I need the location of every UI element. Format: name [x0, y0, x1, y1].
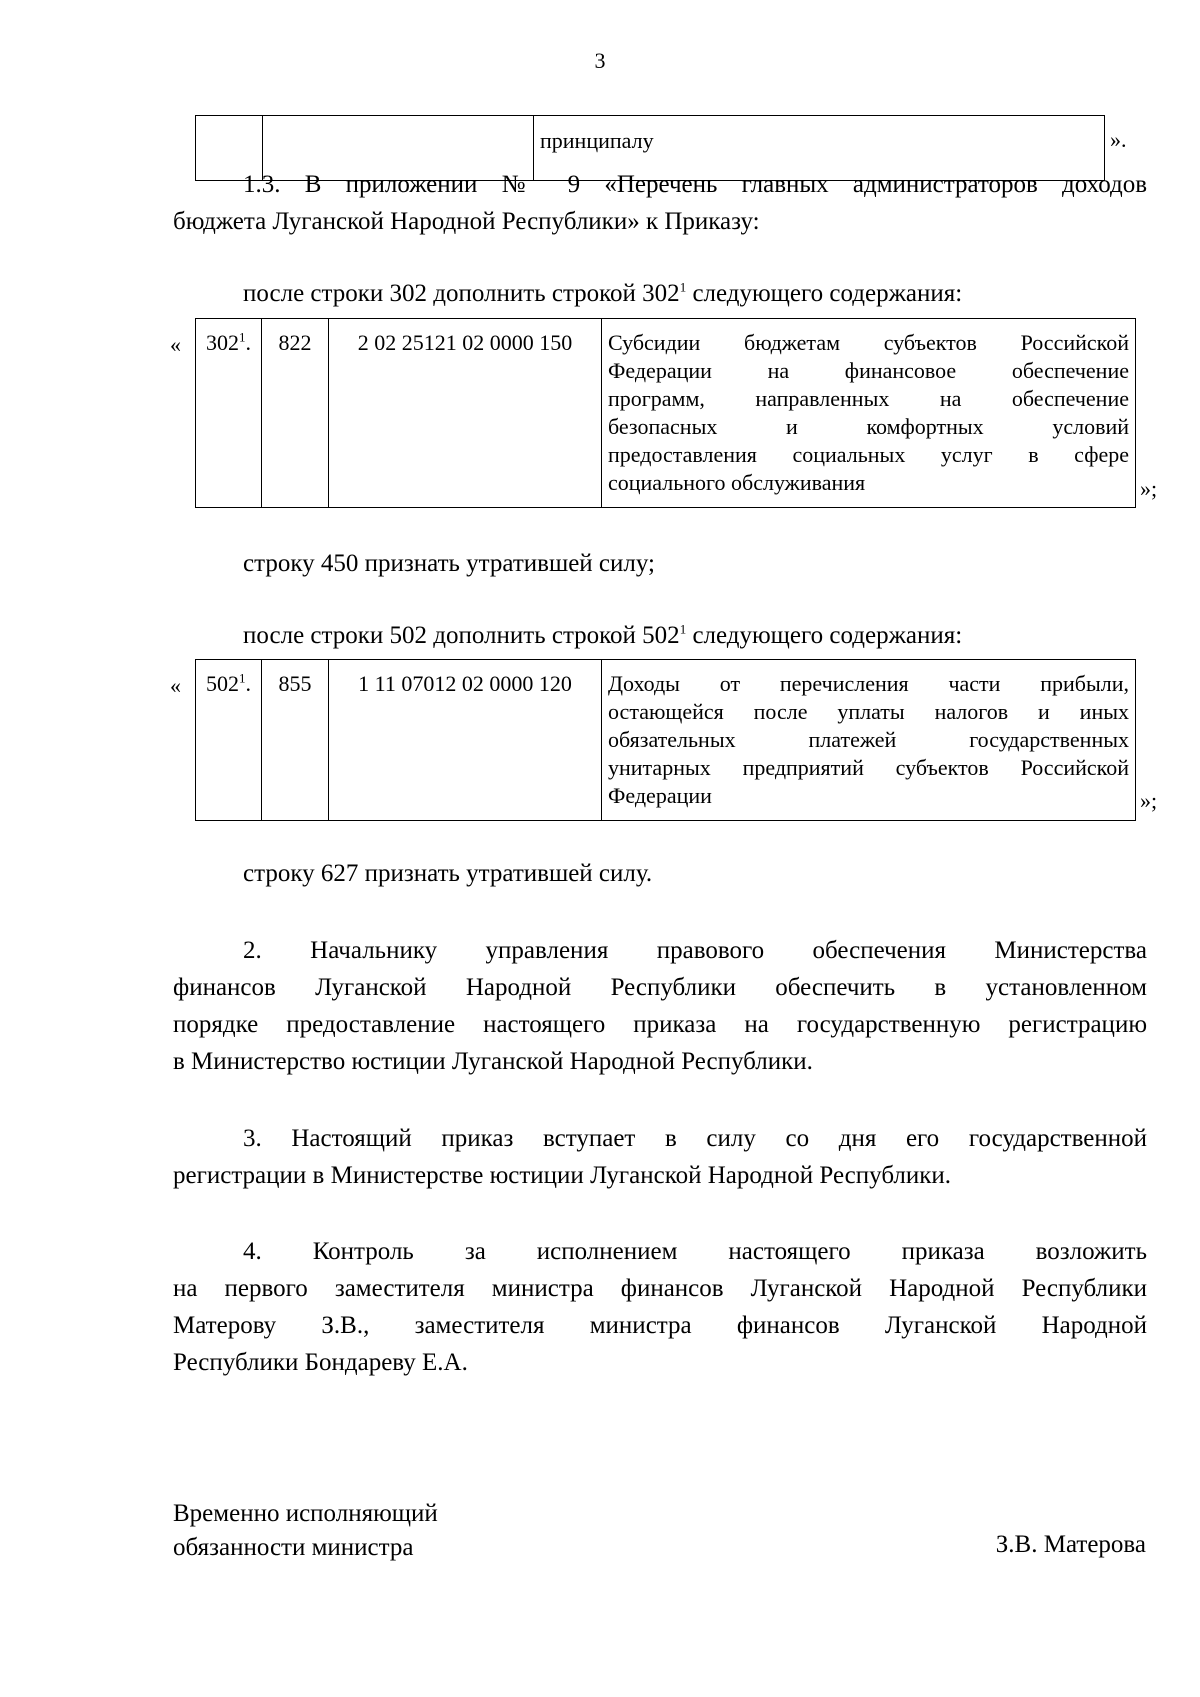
text-line: на первого заместителя министра финансов Луганской Народной Республики [173, 1275, 1147, 1302]
opening-quote: « [170, 673, 181, 698]
add-row-302-instruction [243, 280, 962, 308]
instruction-text: следующего содержания: [686, 622, 963, 649]
item-4 [173, 1233, 1147, 1381]
instruction-text: после строки 302 дополнить строкой 302 [243, 280, 680, 307]
section-1-3 [173, 166, 1147, 240]
text-line: порядке предоставление настоящего приказа на государственную регистрацию [173, 1011, 1147, 1038]
closing-quote: »; [1140, 788, 1158, 813]
text-line: унитарных предприятий субъектов Российской [608, 755, 1129, 780]
signatory-name: З.В. Матерова [995, 1531, 1146, 1558]
text-line: социального обслуживания [608, 470, 866, 495]
page-number: 3 [594, 48, 606, 73]
superscript: 1 [679, 279, 687, 295]
item-3 [173, 1120, 1147, 1194]
closing-quote: »; [1140, 476, 1158, 501]
admin-code-cell: 822 [262, 319, 329, 508]
instruction-text: следующего содержания: [686, 280, 963, 307]
text-line: регистрации в Министерстве юстиции Луганской Народной Республики. [173, 1162, 952, 1189]
text-line: бюджета Луганской Народной Республики» к Приказу: [173, 208, 760, 235]
text-line: безопасных и комфортных условий [608, 414, 1129, 439]
table-cell: принципалу [534, 116, 1105, 181]
position-line: Временно исполняющий [173, 1500, 438, 1527]
row-number-cell: $302^1$. [196, 319, 262, 508]
opening-quote: « [170, 332, 181, 357]
closing-quote: ». [1110, 127, 1127, 152]
text-line: 4. Контроль за исполнением настоящего приказа возложить [243, 1238, 1147, 1265]
add-row-502-instruction [243, 622, 962, 650]
text-line: остающейся после уплаты налогов и иных [608, 699, 1129, 724]
description-cell [602, 319, 1136, 508]
text-line: Субсидии бюджетам субъектов Российской [608, 330, 1129, 355]
void-row-450: строку 450 признать утратившей силу; [243, 550, 655, 577]
row-502-table [195, 659, 1136, 821]
income-code-cell: 1 11 07012 02 0000 120 [329, 660, 602, 821]
table-row [196, 660, 1136, 821]
text-line: Доходы от перечисления части прибыли, [608, 671, 1129, 696]
text-line: программ, направленных на обеспечение [608, 386, 1129, 411]
item-2 [173, 932, 1147, 1080]
void-row-627: строку 627 признать утратившей силу. [243, 860, 653, 887]
text-line: 3. Настоящий приказ вступает в силу со дня его государственной [243, 1125, 1147, 1152]
text-line: 2. Начальнику управления правового обеспечения Министерства [243, 937, 1147, 964]
row-302-table [195, 318, 1136, 508]
text-line: Матерову З.В., заместителя министра финансов Луганской Народной [173, 1312, 1147, 1339]
text-line: обязательных платежей государственных [608, 727, 1129, 752]
instruction-text: после строки 502 дополнить строкой 502 [243, 622, 680, 649]
text-line: финансов Луганской Народной Республики обеспечить в установленном [173, 974, 1147, 1001]
table-row [196, 319, 1136, 508]
text-line: 1.3. В приложении № 9 «Перечень главных администраторов доходов [243, 171, 1147, 198]
admin-code-cell: 855 [262, 660, 329, 821]
signature-position [173, 1497, 438, 1565]
text-line: Федерации на финансовое обеспечение [608, 358, 1129, 383]
text-line: предоставления социальных услуг в сфере [608, 442, 1129, 467]
superscript: 1 [679, 621, 687, 637]
text-line: Республики Бондареву Е.А. [173, 1349, 468, 1376]
description-cell [602, 660, 1136, 821]
text-line: Федерации [608, 783, 712, 808]
text-line: в Министерство юстиции Луганской Народной Республики. [173, 1048, 813, 1075]
row-number-cell: $502^1$. [196, 660, 262, 821]
income-code-cell: 2 02 25121 02 0000 150 [329, 319, 602, 508]
position-line: обязанности министра [173, 1534, 414, 1561]
